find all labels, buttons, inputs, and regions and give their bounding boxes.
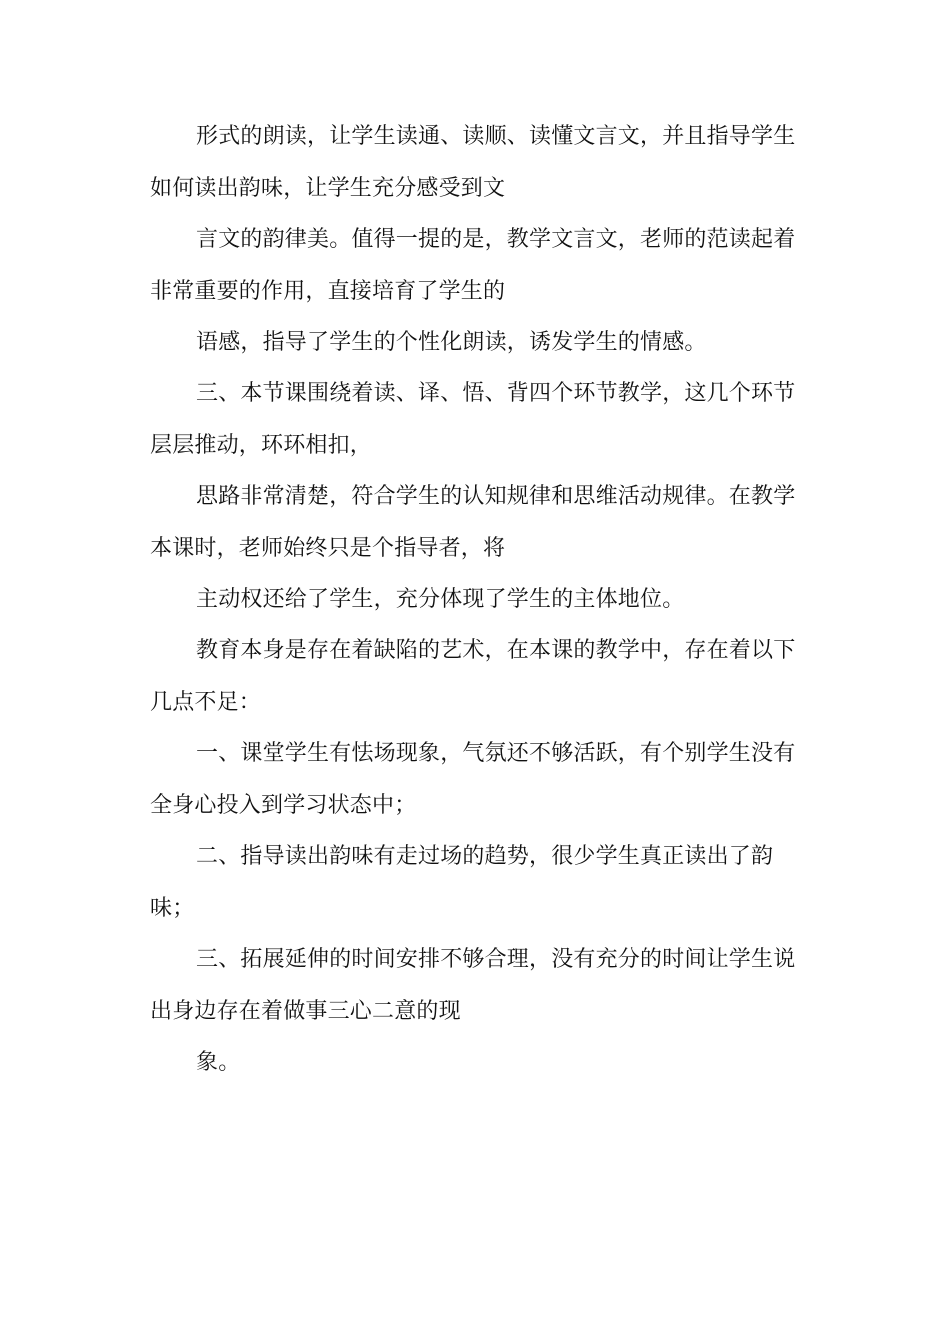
- text-line: 教育本身是存在着缺陷的艺术，在本课的教学中，存在着以下: [196, 638, 796, 663]
- text-line: 几点不足：: [150, 690, 262, 715]
- text-line: 味；: [150, 896, 195, 921]
- text-line: 层层推动，环环相扣，: [150, 433, 373, 458]
- paragraph: [150, 214, 800, 318]
- text-line: 本课时，老师始终只是个指导者，将: [150, 536, 506, 561]
- text-line: 非常重要的作用，直接培育了学生的: [150, 279, 506, 304]
- text-line: 主动权还给了学生，充分体现了学生的主体地位。: [196, 587, 685, 612]
- paragraph: [150, 368, 800, 472]
- text-line: 出身边存在着做事三心二意的现: [150, 999, 461, 1024]
- text-line: 言文的韵律美。值得一提的是，教学文言文，老师的范读起着: [196, 227, 796, 252]
- text-line: 思路非常清楚，符合学生的认知规律和思维活动规律。在教学: [196, 484, 796, 509]
- paragraph: [150, 728, 800, 832]
- paragraph: [150, 574, 800, 626]
- paragraph: [150, 625, 800, 729]
- text-line: 三、本节课围绕着读、译、悟、背四个环节教学，这几个环节: [196, 381, 796, 406]
- paragraph: [150, 1037, 800, 1089]
- text-line: 三、拓展延伸的时间安排不够合理，没有充分的时间让学生说: [196, 947, 796, 972]
- text-line: 二、指导读出韵味有走过场的趋势，很少学生真正读出了韵: [196, 844, 774, 869]
- text-line: 一、课堂学生有怯场现象，气氛还不够活跃，有个别学生没有: [196, 741, 796, 766]
- paragraph: [150, 111, 800, 215]
- text-line: 语感，指导了学生的个性化朗读，诱发学生的情感。: [196, 330, 707, 355]
- paragraph: [150, 934, 800, 1038]
- paragraph: [150, 831, 800, 935]
- text-line: 象。: [196, 1050, 241, 1075]
- text-line: 如何读出韵味，让学生充分感受到文: [150, 176, 506, 201]
- text-line: 全身心投入到学习状态中；: [150, 793, 417, 818]
- paragraph: [150, 317, 800, 369]
- text-line: 形式的朗读，让学生读通、读顺、读懂文言文，并且指导学生: [196, 124, 796, 149]
- paragraph: [150, 471, 800, 575]
